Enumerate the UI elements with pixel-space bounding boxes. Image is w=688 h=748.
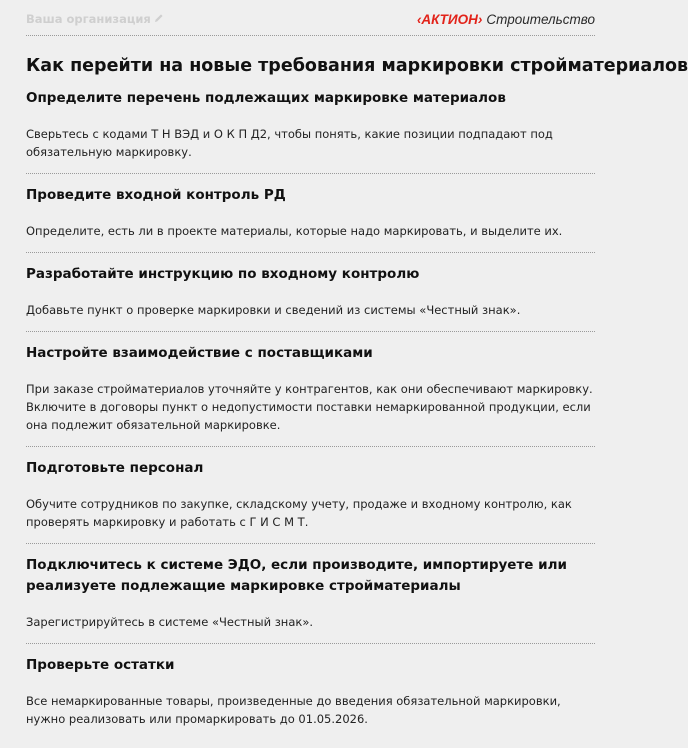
step-title: Подготовьте персонал	[26, 460, 204, 476]
step-item	[26, 655, 595, 740]
brand-logo	[417, 12, 595, 27]
step-text: Обучите сотрудников по закупке, складскому учету, продаже и входному контролю, как проверять маркировку и работать с Г И С М Т.	[26, 497, 572, 529]
step-title: Настройте взаимодействие с поставщиками	[26, 345, 373, 361]
step-item	[26, 185, 595, 253]
step-text: Добавьте пункт о проверке маркировки и сведений из системы «Честный знак».	[26, 303, 521, 317]
step-item	[26, 555, 595, 644]
step-item	[26, 264, 595, 332]
steps-list	[26, 88, 595, 740]
step-title: Разработайте инструкцию по входному контролю	[26, 266, 420, 282]
step-text: При заказе стройматериалов уточняйте у контрагентов, как они обеспечивают маркировку. Включите в договоры пункт о недопустимости поставки немаркированной продукции, если она подлежит обязательной маркировке.	[26, 382, 593, 432]
step-item	[26, 458, 595, 544]
step-text: Определите, есть ли в проекте материалы, которые надо маркировать, и выделите их.	[26, 224, 563, 238]
page-title: Как перейти на новые требования маркировки стройматериалов	[26, 56, 688, 76]
header-bar	[26, 0, 595, 36]
step-text: Сверьтесь с кодами Т Н ВЭД и О К П Д2, чтобы понять, какие позиции подпадают под обязательную маркировку.	[26, 127, 553, 159]
brand-name: ‹АКТИОН›	[416, 12, 483, 27]
step-title: Проведите входной контроль РД	[26, 187, 286, 203]
organization-field[interactable]	[26, 12, 164, 26]
step-item	[26, 88, 595, 174]
organization-placeholder: Ваша организация	[26, 12, 151, 26]
step-text: Все немаркированные товары, произведенные до введения обязательной маркировки, нужно реализовать или промаркировать до 01.05.2026.	[26, 694, 561, 726]
step-item	[26, 343, 595, 447]
step-title: Определите перечень подлежащих маркировке материалов	[26, 90, 506, 106]
brand-section: Строительство	[486, 12, 595, 27]
step-title: Проверьте остатки	[26, 657, 175, 673]
step-text: Зарегистрируйтесь в системе «Честный знак».	[26, 615, 314, 629]
pencil-icon[interactable]	[154, 12, 164, 26]
step-title: Подключитесь к системе ЭДО, если производите, импортируете или реализуете подлежащие маркировке стройматериалы	[26, 557, 567, 594]
